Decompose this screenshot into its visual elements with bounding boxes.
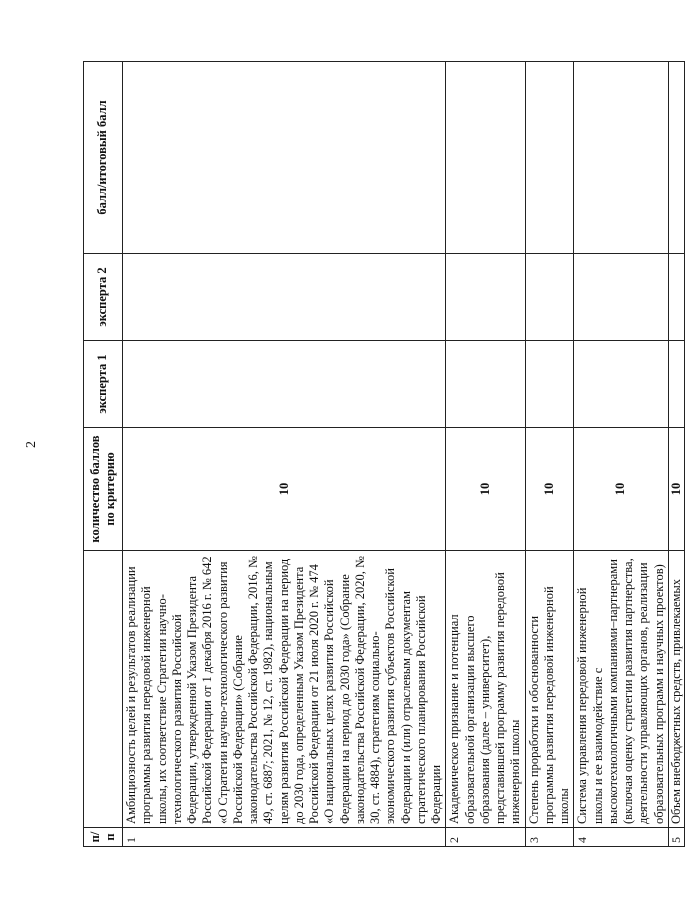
- header-criterion: [84, 551, 123, 828]
- table-row: [668, 62, 684, 847]
- expert-1-score: [446, 341, 525, 428]
- expert-1-score: [574, 341, 669, 428]
- criterion-text: Амбициозность целей и результатов реализации программы развития передовой инженерной школы, их соответствие Стратегии научно-технологического развития Российской Федерации, утвержденной Указом Президента Российской Федерации от 1 декабря 2016 г. № 642 «О Стратегии научно-технологического развития Российской Федерации» (Собрание законодательства Российской Федерации, 2016, № 49, ст. 6887; 2021, № 12, ст. 1982), национальным целям развития Российской Федерации на период до 2030 года, определенным Указом Президента Российской Федерации от 21 июля 2020 г. № 474 «О национальных целях развития Российской Федерации на период до 2030 года» (Собрание законодательства Российской Федерации, 2020, № 30, ст. 4884), стратегиям социально-экономического развития субъектов Российской Федерации и (или) отраслевым документам стратегического планирования Российской Федерации: [123, 551, 446, 828]
- expert-1-score: [123, 341, 446, 428]
- header-num: п/п: [84, 828, 123, 847]
- table-row: [525, 62, 574, 847]
- header-max-score: количество баллов по критерию: [84, 428, 123, 551]
- criterion-text: Система управления передовой инженерной школы и ее взаимодействие с высокотехнологичными компаниями–партнерами (включая оценку стратегии развития партнерства, деятельности управляющих органов, реализации образовательных программ и научных проектов): [574, 551, 669, 828]
- total-score: [574, 62, 669, 254]
- row-number: 2: [446, 828, 525, 847]
- max-score: 10: [668, 428, 684, 551]
- expert-2-score: [123, 254, 446, 341]
- header-expert-2: эксперта 2: [84, 254, 123, 341]
- table-row: [446, 62, 525, 847]
- max-score: 10: [574, 428, 669, 551]
- row-number: 1: [123, 828, 446, 847]
- rotated-table-container: [83, 62, 683, 847]
- criteria-table: [83, 61, 685, 847]
- max-score: 10: [123, 428, 446, 551]
- expert-1-score: [525, 341, 574, 428]
- max-score: 10: [446, 428, 525, 551]
- header-total-score: балл/итоговый балл: [84, 62, 123, 254]
- total-score: [123, 62, 446, 254]
- max-score: 10: [525, 428, 574, 551]
- table-row: [574, 62, 669, 847]
- criterion-text: Объем внебюджетных средств, привлекаемых: [668, 551, 684, 828]
- criterion-text: Степень проработки и обоснованности программы развития передовой инженерной школы: [525, 551, 574, 828]
- expert-1-score: [668, 341, 684, 428]
- total-score: [668, 62, 684, 254]
- expert-2-score: [574, 254, 669, 341]
- expert-2-score: [525, 254, 574, 341]
- total-score: [525, 62, 574, 254]
- row-number: 5: [668, 828, 684, 847]
- header-row: [84, 62, 123, 847]
- header-expert-1: эксперта 1: [84, 341, 123, 428]
- table-row: [123, 62, 446, 847]
- total-score: [446, 62, 525, 254]
- page-number: 2: [24, 441, 39, 448]
- expert-2-score: [446, 254, 525, 341]
- criterion-text: Академическое признание и потенциал образовательной организации высшего образования (далее – университет), представившей программу развития передовой инженерной школы: [446, 551, 525, 828]
- row-number: 3: [525, 828, 574, 847]
- row-number: 4: [574, 828, 669, 847]
- expert-2-score: [668, 254, 684, 341]
